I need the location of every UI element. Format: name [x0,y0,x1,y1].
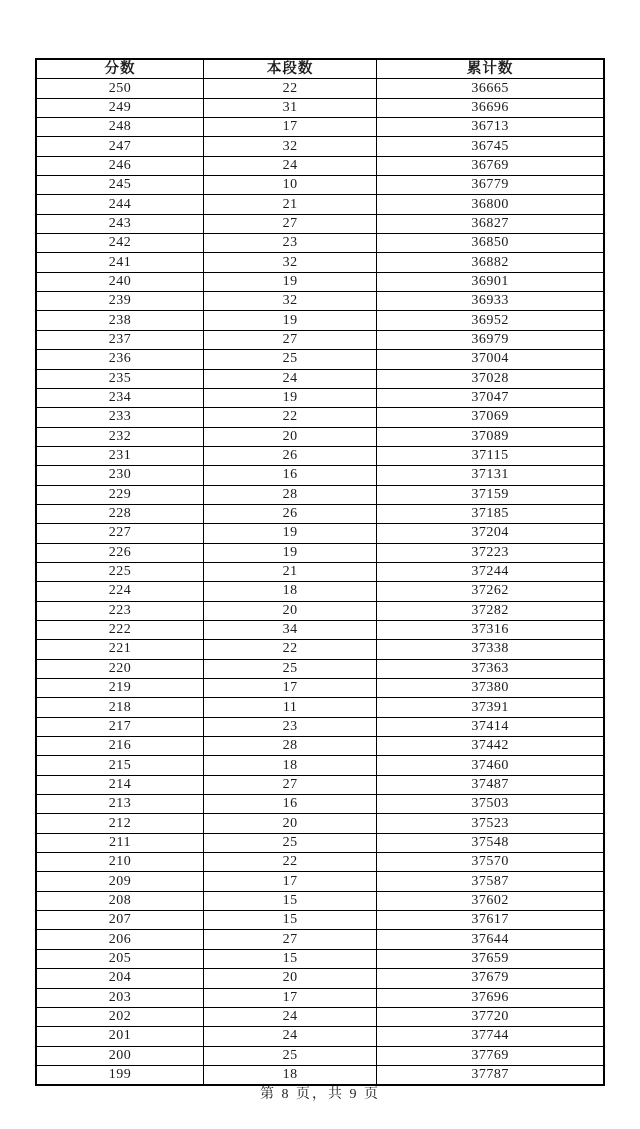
cumulative-count-cell: 37644 [377,930,604,949]
score-cell: 210 [36,853,204,872]
score-cell: 217 [36,717,204,736]
table-row [36,98,604,117]
score-cell: 208 [36,891,204,910]
table-row [36,79,604,98]
segment-count-cell: 25 [204,350,377,369]
segment-count-cell: 27 [204,930,377,949]
segment-count-cell: 16 [204,795,377,814]
segment-count-cell: 19 [204,543,377,562]
score-cell: 248 [36,118,204,137]
segment-count-cell: 18 [204,582,377,601]
table-row [36,214,604,233]
page-footer: 第 8 页，共 9 页 [260,1087,380,1102]
segment-count-cell: 16 [204,466,377,485]
segment-count-cell: 27 [204,330,377,349]
score-cell: 233 [36,408,204,427]
column-header-score: 分数 [36,59,204,79]
cumulative-count-cell: 37523 [377,814,604,833]
segment-count-cell: 19 [204,272,377,291]
cumulative-count-cell: 37460 [377,756,604,775]
cumulative-count-cell: 37587 [377,872,604,891]
cumulative-count-cell: 37028 [377,369,604,388]
table-row [36,1027,604,1046]
segment-count-cell: 32 [204,137,377,156]
segment-count-cell: 19 [204,311,377,330]
score-cell: 205 [36,949,204,968]
score-cell: 203 [36,988,204,1007]
score-cell: 222 [36,620,204,639]
segment-count-cell: 25 [204,1046,377,1065]
segment-count-cell: 23 [204,234,377,253]
segment-count-cell: 10 [204,176,377,195]
segment-count-cell: 20 [204,601,377,620]
cumulative-count-cell: 36779 [377,176,604,195]
cumulative-count-cell: 37380 [377,679,604,698]
segment-count-cell: 24 [204,156,377,175]
cumulative-count-cell: 37487 [377,775,604,794]
score-cell: 243 [36,214,204,233]
segment-count-cell: 25 [204,659,377,678]
cumulative-count-cell: 37548 [377,833,604,852]
score-cell: 245 [36,176,204,195]
table-row [36,698,604,717]
segment-count-cell: 17 [204,118,377,137]
segment-count-cell: 21 [204,195,377,214]
table-row [36,1046,604,1065]
cumulative-count-cell: 37442 [377,737,604,756]
table-row [36,234,604,253]
score-cell: 224 [36,582,204,601]
table-row [36,756,604,775]
score-cell: 240 [36,272,204,291]
score-cell: 213 [36,795,204,814]
score-cell: 223 [36,601,204,620]
score-cell: 215 [36,756,204,775]
column-header-cumulative-count: 累计数 [377,59,604,79]
cumulative-count-cell: 36901 [377,272,604,291]
segment-count-cell: 31 [204,98,377,117]
cumulative-count-cell: 37744 [377,1027,604,1046]
score-distribution-table [35,58,605,1086]
table-row [36,988,604,1007]
cumulative-count-cell: 37244 [377,562,604,581]
cumulative-count-cell: 37679 [377,969,604,988]
segment-count-cell: 24 [204,369,377,388]
cumulative-count-cell: 37617 [377,911,604,930]
cumulative-count-cell: 36850 [377,234,604,253]
table-row [36,195,604,214]
table-row [36,582,604,601]
table-body [36,79,604,1085]
score-cell: 232 [36,427,204,446]
cumulative-count-cell: 37720 [377,1007,604,1026]
segment-count-cell: 18 [204,1065,377,1085]
cumulative-count-cell: 36665 [377,79,604,98]
cumulative-count-cell: 37659 [377,949,604,968]
score-cell: 199 [36,1065,204,1085]
cumulative-count-cell: 37115 [377,446,604,465]
table-row [36,543,604,562]
cumulative-count-cell: 37769 [377,1046,604,1065]
cumulative-count-cell: 37185 [377,504,604,523]
score-cell: 214 [36,775,204,794]
score-cell: 235 [36,369,204,388]
score-cell: 239 [36,292,204,311]
cumulative-count-cell: 37262 [377,582,604,601]
table-row [36,311,604,330]
segment-count-cell: 32 [204,253,377,272]
score-cell: 246 [36,156,204,175]
cumulative-count-cell: 37414 [377,717,604,736]
cumulative-count-cell: 37363 [377,659,604,678]
cumulative-count-cell: 36745 [377,137,604,156]
cumulative-count-cell: 37204 [377,524,604,543]
segment-count-cell: 15 [204,891,377,910]
segment-count-cell: 20 [204,427,377,446]
cumulative-count-cell: 37787 [377,1065,604,1085]
table-row [36,330,604,349]
segment-count-cell: 32 [204,292,377,311]
segment-count-cell: 11 [204,698,377,717]
cumulative-count-cell: 36800 [377,195,604,214]
score-cell: 209 [36,872,204,891]
table-row [36,253,604,272]
table-row [36,504,604,523]
score-cell: 218 [36,698,204,717]
cumulative-count-cell: 37503 [377,795,604,814]
segment-count-cell: 22 [204,408,377,427]
score-cell: 237 [36,330,204,349]
table-row [36,562,604,581]
table-row [36,949,604,968]
cumulative-count-cell: 36713 [377,118,604,137]
cumulative-count-cell: 37338 [377,640,604,659]
cumulative-count-cell: 36979 [377,330,604,349]
score-cell: 227 [36,524,204,543]
score-cell: 220 [36,659,204,678]
table-row [36,872,604,891]
segment-count-cell: 15 [204,911,377,930]
segment-count-cell: 23 [204,717,377,736]
cumulative-count-cell: 37004 [377,350,604,369]
segment-count-cell: 28 [204,485,377,504]
score-cell: 238 [36,311,204,330]
table-row [36,137,604,156]
cumulative-count-cell: 36827 [377,214,604,233]
segment-count-cell: 22 [204,853,377,872]
cumulative-count-cell: 36769 [377,156,604,175]
table-row [36,795,604,814]
table-row [36,775,604,794]
table-row [36,891,604,910]
score-cell: 202 [36,1007,204,1026]
cumulative-count-cell: 36882 [377,253,604,272]
table-row [36,717,604,736]
table-row [36,1007,604,1026]
column-header-segment-count: 本段数 [204,59,377,79]
table-row [36,156,604,175]
segment-count-cell: 17 [204,988,377,1007]
score-cell: 211 [36,833,204,852]
segment-count-cell: 17 [204,872,377,891]
table-row [36,601,604,620]
segment-count-cell: 24 [204,1027,377,1046]
score-cell: 228 [36,504,204,523]
segment-count-cell: 26 [204,504,377,523]
segment-count-cell: 15 [204,949,377,968]
cumulative-count-cell: 37131 [377,466,604,485]
segment-count-cell: 34 [204,620,377,639]
segment-count-cell: 17 [204,679,377,698]
score-cell: 229 [36,485,204,504]
segment-count-cell: 18 [204,756,377,775]
cumulative-count-cell: 36696 [377,98,604,117]
cumulative-count-cell: 37089 [377,427,604,446]
table-row [36,969,604,988]
segment-count-cell: 27 [204,214,377,233]
score-cell: 250 [36,79,204,98]
segment-count-cell: 21 [204,562,377,581]
table-row [36,427,604,446]
table-row [36,814,604,833]
segment-count-cell: 24 [204,1007,377,1026]
cumulative-count-cell: 37602 [377,891,604,910]
score-cell: 226 [36,543,204,562]
cumulative-count-cell: 37316 [377,620,604,639]
segment-count-cell: 27 [204,775,377,794]
table-row [36,408,604,427]
score-cell: 236 [36,350,204,369]
score-cell: 200 [36,1046,204,1065]
table-row [36,176,604,195]
cumulative-count-cell: 36933 [377,292,604,311]
table-row [36,524,604,543]
table-row [36,679,604,698]
segment-count-cell: 20 [204,814,377,833]
score-cell: 247 [36,137,204,156]
score-cell: 219 [36,679,204,698]
table-row [36,292,604,311]
table-row [36,350,604,369]
score-cell: 231 [36,446,204,465]
table-row [36,446,604,465]
score-cell: 225 [36,562,204,581]
table-row [36,853,604,872]
score-cell: 221 [36,640,204,659]
segment-count-cell: 22 [204,79,377,98]
segment-count-cell: 20 [204,969,377,988]
cumulative-count-cell: 37391 [377,698,604,717]
table-row [36,833,604,852]
table-row [36,620,604,639]
score-cell: 230 [36,466,204,485]
score-cell: 204 [36,969,204,988]
segment-count-cell: 26 [204,446,377,465]
table-row [36,485,604,504]
cumulative-count-cell: 37047 [377,388,604,407]
table-row [36,369,604,388]
table-row [36,659,604,678]
cumulative-count-cell: 37223 [377,543,604,562]
score-cell: 216 [36,737,204,756]
table-row [36,118,604,137]
table-header-row [36,59,604,79]
table-row [36,930,604,949]
cumulative-count-cell: 37159 [377,485,604,504]
score-cell: 242 [36,234,204,253]
table-row [36,388,604,407]
table-row [36,737,604,756]
table-row [36,640,604,659]
score-cell: 212 [36,814,204,833]
cumulative-count-cell: 37696 [377,988,604,1007]
segment-count-cell: 25 [204,833,377,852]
score-cell: 201 [36,1027,204,1046]
score-cell: 207 [36,911,204,930]
segment-count-cell: 22 [204,640,377,659]
cumulative-count-cell: 36952 [377,311,604,330]
score-cell: 244 [36,195,204,214]
score-cell: 234 [36,388,204,407]
table-row [36,272,604,291]
score-cell: 241 [36,253,204,272]
cumulative-count-cell: 37570 [377,853,604,872]
score-cell: 206 [36,930,204,949]
table-row [36,466,604,485]
cumulative-count-cell: 37069 [377,408,604,427]
cumulative-count-cell: 37282 [377,601,604,620]
segment-count-cell: 19 [204,388,377,407]
table-row [36,911,604,930]
segment-count-cell: 19 [204,524,377,543]
segment-count-cell: 28 [204,737,377,756]
score-cell: 249 [36,98,204,117]
